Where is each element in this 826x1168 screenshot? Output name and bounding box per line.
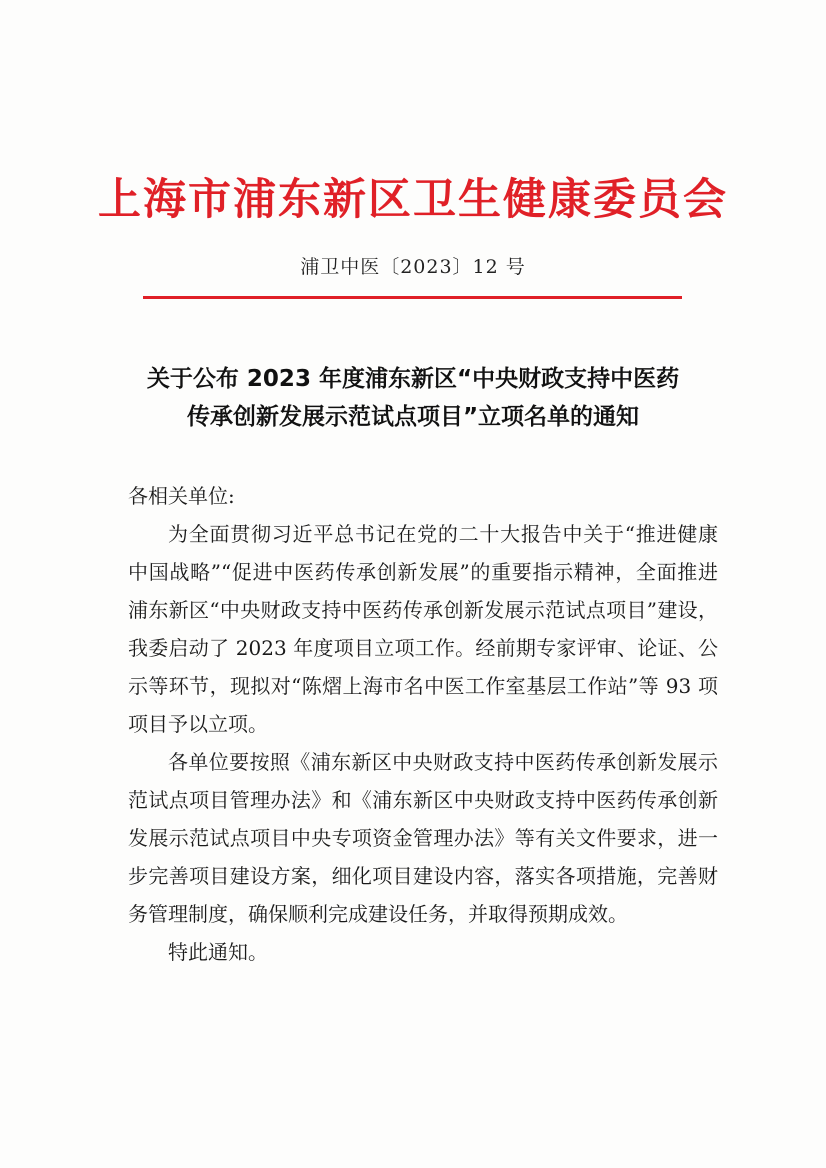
notice-title-line-1: 关于公布 2023 年度浦东新区“中央财政支持中医药: [146, 366, 680, 392]
notice-body: [128, 477, 718, 971]
notice-title: [60, 360, 766, 436]
notice-title-line-2: 传承创新发展示范试点项目”立项名单的通知: [186, 404, 640, 430]
closing-line: 特此通知。: [168, 940, 268, 964]
salutation: 各相关单位:: [128, 484, 235, 508]
body-paragraph-2: 各单位要按照《浦东新区中央财政支持中医药传承创新发展示范试点项目管理办法》和《浦东新区中央财政支持中医药传承创新发展示范试点项目中央专项资金管理办法》等有关文件要求，进一步完善项目建设方案，细化项目建设内容，落实各项措施，完善财务管理制度，确保顺利完成建设任务，并取得预期成效。: [128, 750, 718, 926]
issuing-organization-title: 上海市浦东新区卫生健康委员会: [98, 175, 728, 225]
red-divider-line: [143, 296, 682, 299]
body-paragraph-1: 为全面贯彻习近平总书记在党的二十大报告中关于“推进健康中国战略”“促进中医药传承创新发展”的重要指示精神，全面推进浦东新区“中央财政支持中医药传承创新发展示范试点项目”建设，我委启动了 2023 年度项目立项工作。经前期专家评审、论证、公示等环节，现拟对“陈熠上海市名中医工作室基层工作站”等 93 项项目予以立项。: [128, 522, 718, 736]
document-number: 浦卫中医〔2023〕12 号: [300, 256, 526, 278]
